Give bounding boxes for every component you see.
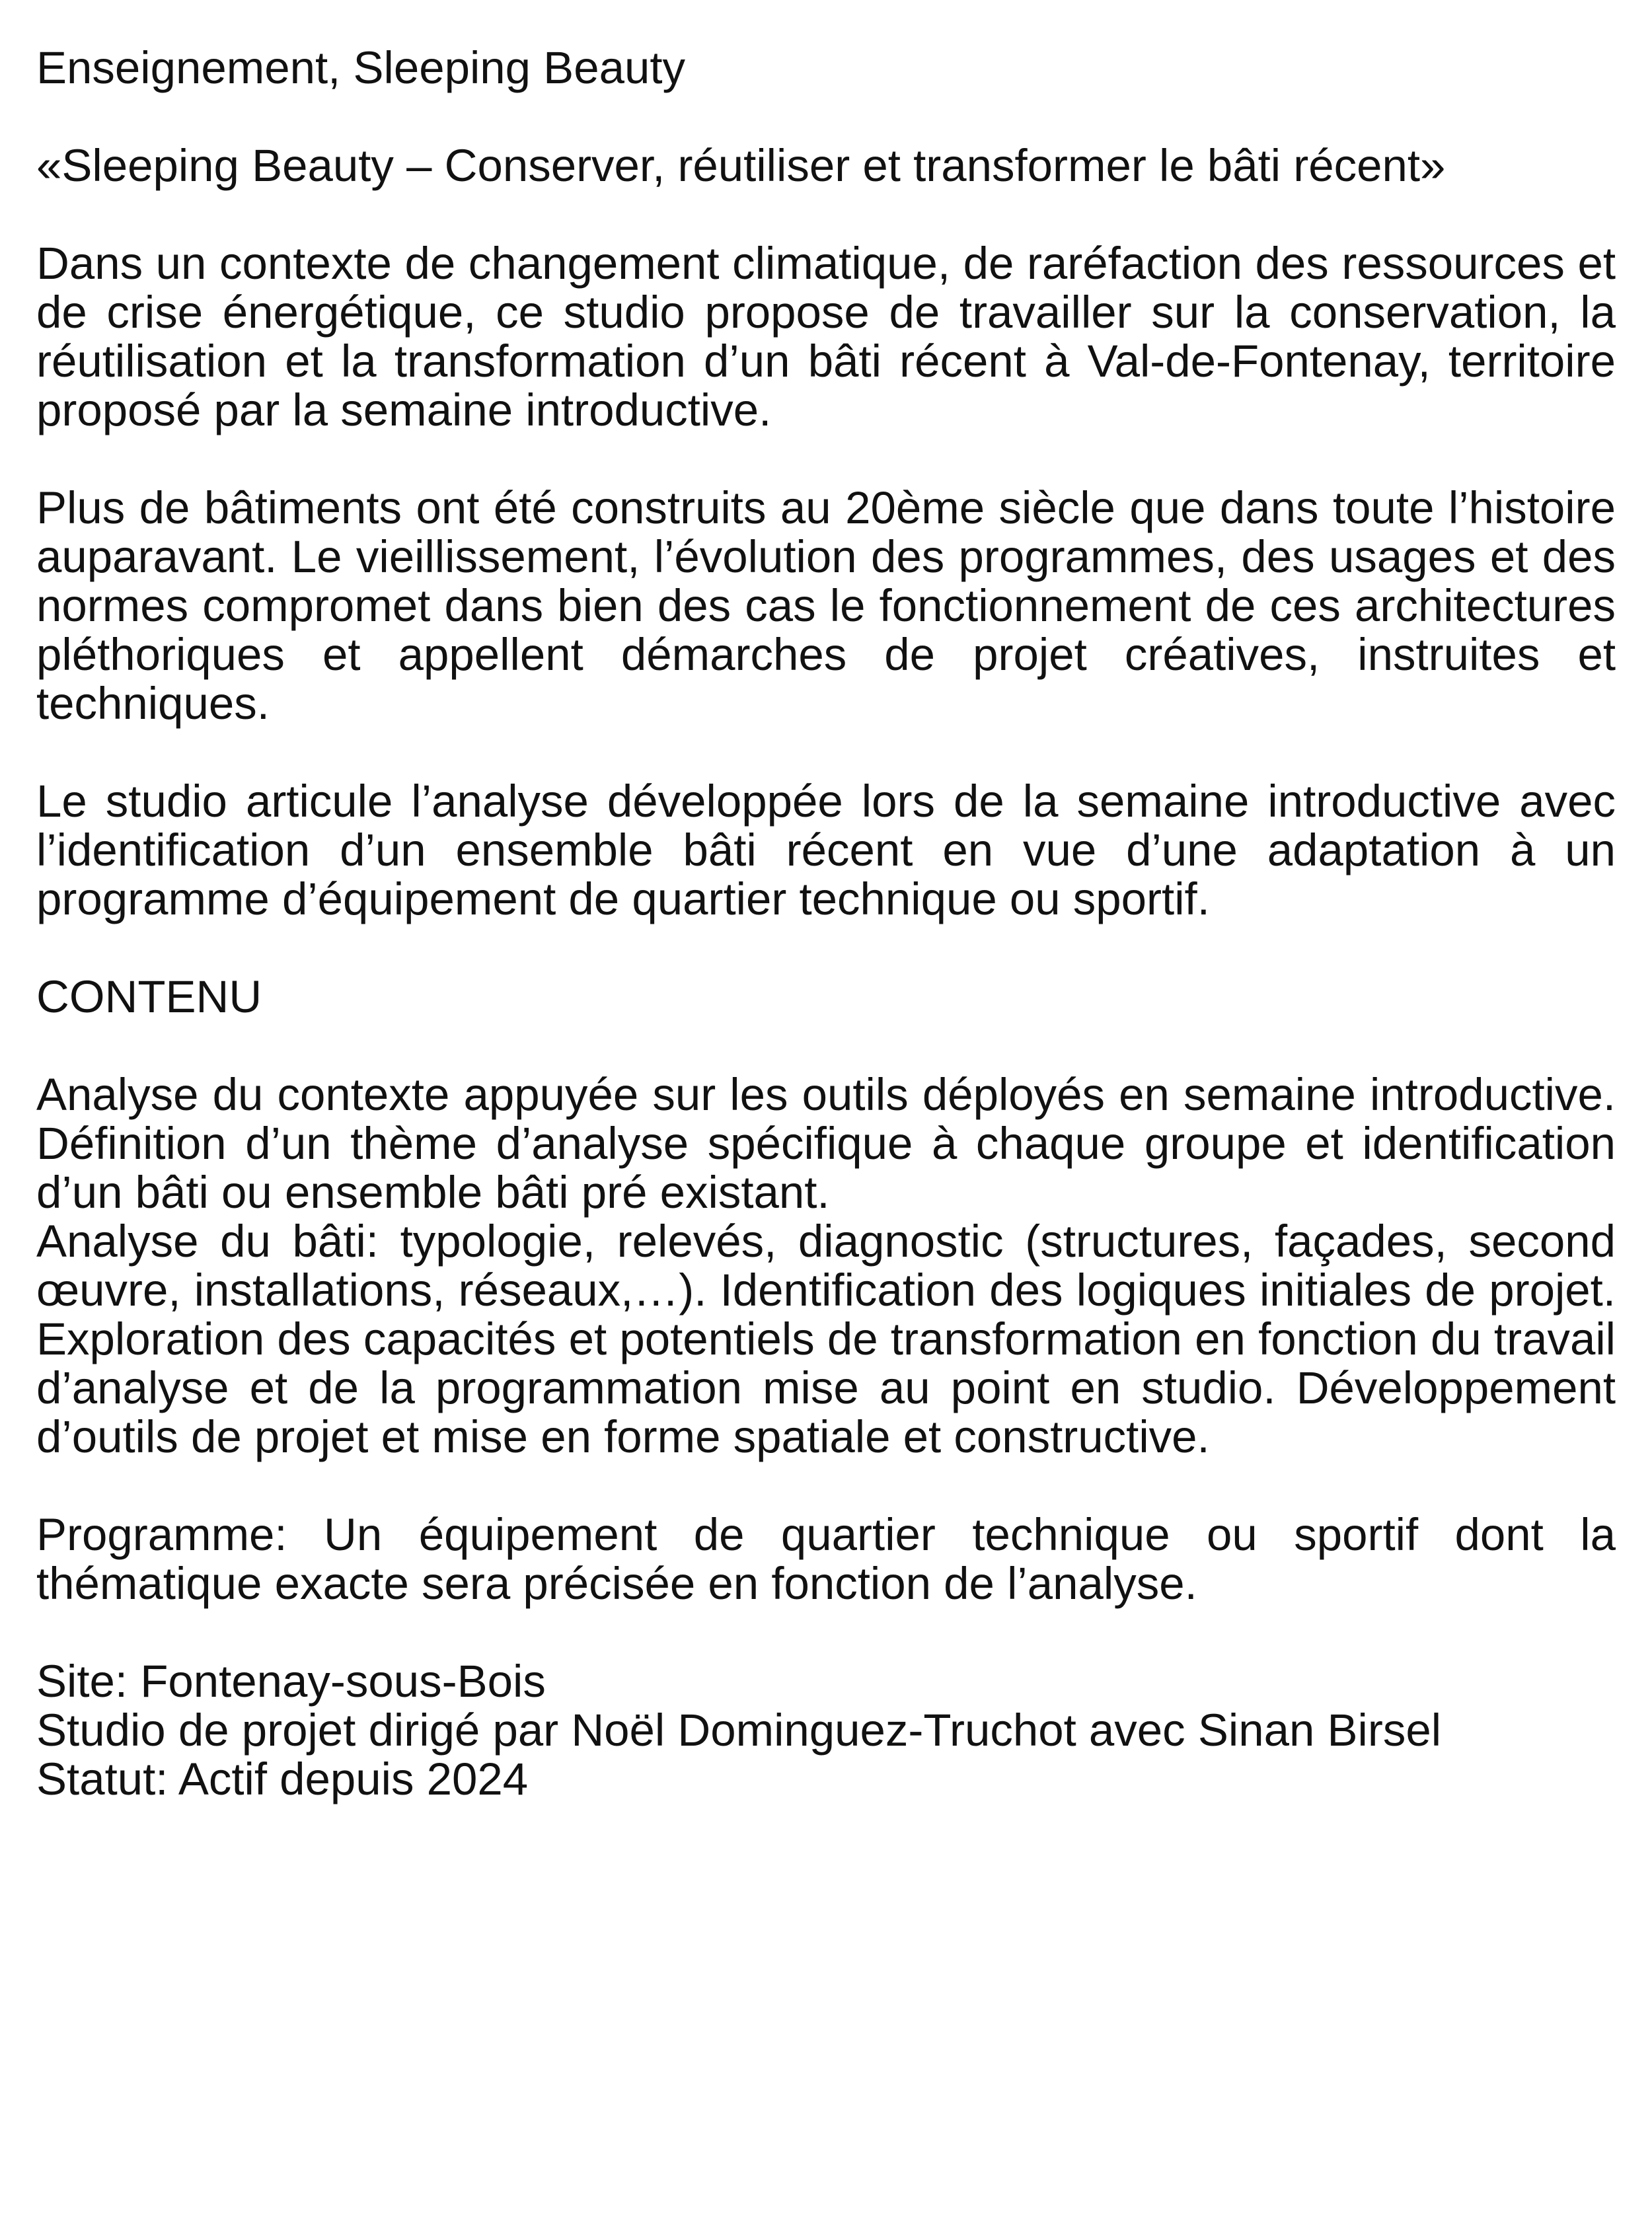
intro-paragraph-1: Dans un contexte de changement climatique, de raréfaction des ressources et de crise énergétique, ce studio propose de travailler sur la conservation, la réutilisation et la transformation d’un bâti récent à Val-de-Fontenay, territoire proposé par la semaine introductive. [36,238,1616,435]
studio-title: «Sleeping Beauty – Conserver, réutiliser et transformer le bâti récent» [36,140,1446,191]
contenu-heading: CONTENU [36,971,262,1022]
intro-paragraph-2: Plus de bâtiments ont été construits au 20ème siècle que dans toute l’histoire auparavant. Le vieillissement, l’évolution des programmes, des usages et des normes compromet dans bien des cas le fonctionnement de ces architectures pléthoriques et appellent démarches de projet créatives, instruites et techniques. [36,482,1616,729]
site-line: Site: Fontenay-sous-Bois [36,1656,546,1707]
intro-paragraph-3: Le studio articule l’analyse développée lors de la semaine introductive avec l’identification d’un ensemble bâti récent en vue d’une adaptation à un programme d’équipement de quartier technique ou sportif. [36,776,1616,924]
contenu-paragraph-2: Analyse du bâti: typologie, relevés, diagnostic (structures, façades, second œuvre, installations, réseaux,…). Identification des logiques initiales de projet. Exploration des capacités et potentiels de transformation en fonction du travail d’analyse et de la programmation mise au point en studio. Développement d’outils de projet et mise en forme spatiale et constructive. [36,1216,1616,1462]
contenu-paragraph-1: Analyse du contexte appuyée sur les outils déployés en semaine introductive. Définition d’un thème d’analyse spécifique à chaque groupe et identification d’un bâti ou ensemble bâti pré existant. [36,1069,1616,1218]
category-heading: Enseignement, Sleeping Beauty [36,42,686,93]
status-line: Statut: Actif depuis 2024 [36,1754,529,1804]
direction-line: Studio de projet dirigé par Noël Dominguez-Truchot avec Sinan Birsel [36,1705,1442,1756]
document-page [36,44,1616,1804]
programme-paragraph: Programme: Un équipement de quartier technique ou sportif dont la thématique exacte sera précisée en fonction de l’analyse. [36,1509,1616,1609]
